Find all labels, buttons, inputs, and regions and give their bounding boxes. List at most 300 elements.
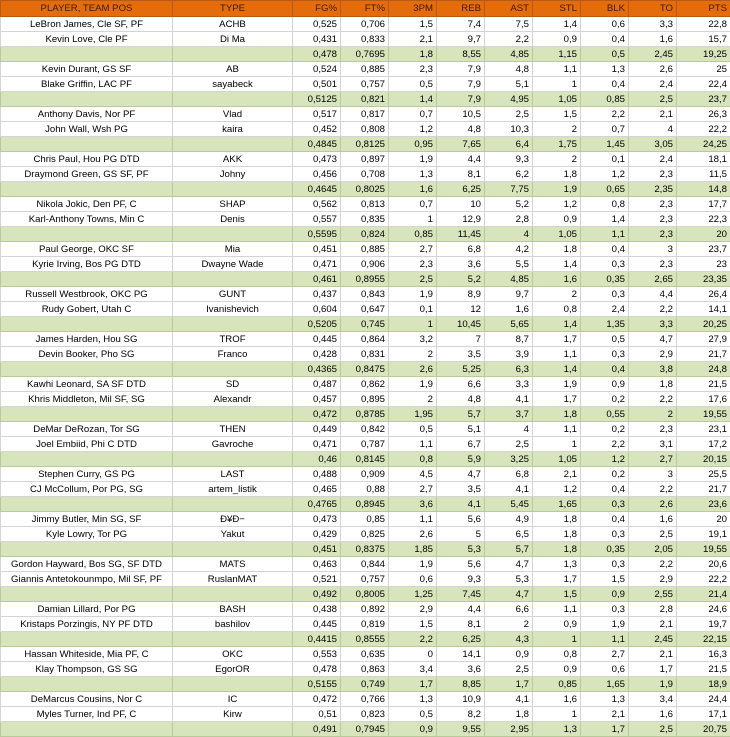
reb-cell[interactable]: 3,5	[437, 482, 485, 497]
average-ft-cell[interactable]: 0,8785	[341, 407, 389, 422]
3pm-cell[interactable]: 0,5	[389, 77, 437, 92]
type-cell[interactable]: Yakut	[173, 527, 293, 542]
fg-cell[interactable]: 0,562	[293, 197, 341, 212]
ft-cell[interactable]: 0,647	[341, 302, 389, 317]
average-blk-cell[interactable]: 0,4	[581, 362, 629, 377]
type-cell[interactable]: AB	[173, 62, 293, 77]
ast-cell[interactable]: 9,3	[485, 152, 533, 167]
reb-cell[interactable]: 4,8	[437, 392, 485, 407]
3pm-cell[interactable]: 2,7	[389, 482, 437, 497]
average-3pm-cell[interactable]: 1,7	[389, 677, 437, 692]
to-cell[interactable]: 3	[629, 242, 677, 257]
player-cell[interactable]: Kevin Durant, GS SF	[1, 62, 173, 77]
average-ft-cell[interactable]: 0,8005	[341, 587, 389, 602]
ast-cell[interactable]: 1,8	[485, 707, 533, 722]
average-ft-cell[interactable]: 0,745	[341, 317, 389, 332]
blk-cell[interactable]: 0,4	[581, 77, 629, 92]
reb-cell[interactable]: 4,8	[437, 122, 485, 137]
average-blk-cell[interactable]: 1,65	[581, 677, 629, 692]
to-cell[interactable]: 2,8	[629, 602, 677, 617]
reb-cell[interactable]: 4,4	[437, 152, 485, 167]
blk-cell[interactable]: 1,9	[581, 617, 629, 632]
player-cell[interactable]: Anthony Davis, Nor PF	[1, 107, 173, 122]
ast-cell[interactable]: 4,7	[485, 557, 533, 572]
to-cell[interactable]: 3,1	[629, 437, 677, 452]
average-stl-cell[interactable]: 1,8	[533, 542, 581, 557]
blk-cell[interactable]: 1,5	[581, 572, 629, 587]
ast-cell[interactable]: 5,2	[485, 197, 533, 212]
player-cell[interactable]: Chris Paul, Hou PG DTD	[1, 152, 173, 167]
stl-cell[interactable]: 1	[533, 707, 581, 722]
average-3pm-cell[interactable]: 1,8	[389, 47, 437, 62]
ft-cell[interactable]: 0,831	[341, 347, 389, 362]
average-reb-cell[interactable]: 8,55	[437, 47, 485, 62]
average-pts-cell[interactable]: 22,15	[677, 632, 730, 647]
type-cell[interactable]: Gavroche	[173, 437, 293, 452]
ast-cell[interactable]: 5,1	[485, 77, 533, 92]
type-cell[interactable]: ACHB	[173, 17, 293, 32]
3pm-cell[interactable]: 2,3	[389, 257, 437, 272]
player-cell[interactable]: Jimmy Butler, Min SG, SF	[1, 512, 173, 527]
3pm-cell[interactable]: 3,2	[389, 332, 437, 347]
average-3pm-cell[interactable]: 3,6	[389, 497, 437, 512]
ft-cell[interactable]: 0,885	[341, 242, 389, 257]
average-blk-cell[interactable]: 1,7	[581, 722, 629, 737]
fg-cell[interactable]: 0,449	[293, 422, 341, 437]
average-reb-cell[interactable]: 5,25	[437, 362, 485, 377]
pts-cell[interactable]: 11,5	[677, 167, 730, 182]
stl-cell[interactable]: 2,1	[533, 467, 581, 482]
average-fg-cell[interactable]: 0,491	[293, 722, 341, 737]
stl-cell[interactable]: 1,8	[533, 512, 581, 527]
fg-cell[interactable]: 0,553	[293, 647, 341, 662]
average-pts-cell[interactable]: 21,4	[677, 587, 730, 602]
stl-cell[interactable]: 1,1	[533, 422, 581, 437]
stl-cell[interactable]: 1,5	[533, 107, 581, 122]
average-blk-cell[interactable]: 0,65	[581, 182, 629, 197]
type-cell[interactable]: Vlad	[173, 107, 293, 122]
fg-cell[interactable]: 0,521	[293, 572, 341, 587]
blk-cell[interactable]: 0,3	[581, 557, 629, 572]
fg-cell[interactable]: 0,501	[293, 77, 341, 92]
3pm-cell[interactable]: 1	[389, 212, 437, 227]
pts-cell[interactable]: 26,3	[677, 107, 730, 122]
type-cell[interactable]: IC	[173, 692, 293, 707]
fg-cell[interactable]: 0,557	[293, 212, 341, 227]
average-ast-cell[interactable]: 6,3	[485, 362, 533, 377]
average-ast-cell[interactable]: 5,7	[485, 542, 533, 557]
fg-cell[interactable]: 0,431	[293, 32, 341, 47]
ft-cell[interactable]: 0,635	[341, 647, 389, 662]
blk-cell[interactable]: 0,1	[581, 152, 629, 167]
average-fg-cell[interactable]: 0,5205	[293, 317, 341, 332]
to-cell[interactable]: 2,4	[629, 77, 677, 92]
average-pts-cell[interactable]: 20,15	[677, 452, 730, 467]
stl-cell[interactable]: 0,9	[533, 617, 581, 632]
type-cell[interactable]: bashilov	[173, 617, 293, 632]
pts-cell[interactable]: 20	[677, 512, 730, 527]
average-reb-cell[interactable]: 5,7	[437, 407, 485, 422]
pts-cell[interactable]: 24,6	[677, 602, 730, 617]
ast-cell[interactable]: 6,8	[485, 467, 533, 482]
reb-cell[interactable]: 6,6	[437, 377, 485, 392]
average-ast-cell[interactable]: 4	[485, 227, 533, 242]
ast-cell[interactable]: 3,3	[485, 377, 533, 392]
pts-cell[interactable]: 18,1	[677, 152, 730, 167]
pts-cell[interactable]: 23,1	[677, 422, 730, 437]
average-blk-cell[interactable]: 1,2	[581, 452, 629, 467]
pts-cell[interactable]: 21,7	[677, 482, 730, 497]
type-cell[interactable]: Di Ma	[173, 32, 293, 47]
average-to-cell[interactable]: 2,55	[629, 587, 677, 602]
blk-cell[interactable]: 2,1	[581, 707, 629, 722]
player-cell[interactable]: Kevin Love, Cle PF	[1, 32, 173, 47]
ast-cell[interactable]: 4,8	[485, 62, 533, 77]
stl-cell[interactable]: 1,4	[533, 17, 581, 32]
average-stl-cell[interactable]: 1,4	[533, 362, 581, 377]
stl-cell[interactable]: 2	[533, 152, 581, 167]
player-cell[interactable]: Khris Middleton, Mil SF, SG	[1, 392, 173, 407]
reb-cell[interactable]: 7,4	[437, 17, 485, 32]
ast-cell[interactable]: 7,5	[485, 17, 533, 32]
player-cell[interactable]: Rudy Gobert, Utah C	[1, 302, 173, 317]
average-ft-cell[interactable]: 0,8555	[341, 632, 389, 647]
average-blk-cell[interactable]: 1,1	[581, 227, 629, 242]
reb-cell[interactable]: 6,8	[437, 242, 485, 257]
average-to-cell[interactable]: 2,45	[629, 632, 677, 647]
blk-cell[interactable]: 0,9	[581, 377, 629, 392]
to-cell[interactable]: 2,3	[629, 257, 677, 272]
average-3pm-cell[interactable]: 1,85	[389, 542, 437, 557]
average-fg-cell[interactable]: 0,4365	[293, 362, 341, 377]
pts-cell[interactable]: 23	[677, 257, 730, 272]
player-cell[interactable]: Gordon Hayward, Bos SG, SF DTD	[1, 557, 173, 572]
ast-cell[interactable]: 4	[485, 422, 533, 437]
average-pts-cell[interactable]: 23,7	[677, 92, 730, 107]
fg-cell[interactable]: 0,525	[293, 17, 341, 32]
stl-cell[interactable]: 0,9	[533, 662, 581, 677]
average-reb-cell[interactable]: 5,2	[437, 272, 485, 287]
ft-cell[interactable]: 0,885	[341, 62, 389, 77]
ft-cell[interactable]: 0,88	[341, 482, 389, 497]
to-cell[interactable]: 1,7	[629, 662, 677, 677]
average-3pm-cell[interactable]: 1,25	[389, 587, 437, 602]
average-pts-cell[interactable]: 18,9	[677, 677, 730, 692]
pts-cell[interactable]: 23,7	[677, 242, 730, 257]
average-reb-cell[interactable]: 5,9	[437, 452, 485, 467]
blk-cell[interactable]: 1,2	[581, 167, 629, 182]
3pm-cell[interactable]: 1,9	[389, 377, 437, 392]
average-ft-cell[interactable]: 0,7695	[341, 47, 389, 62]
average-pts-cell[interactable]: 24,25	[677, 137, 730, 152]
average-reb-cell[interactable]: 8,85	[437, 677, 485, 692]
average-to-cell[interactable]: 2,5	[629, 722, 677, 737]
average-fg-cell[interactable]: 0,478	[293, 47, 341, 62]
average-fg-cell[interactable]: 0,46	[293, 452, 341, 467]
average-3pm-cell[interactable]: 0,8	[389, 452, 437, 467]
player-cell[interactable]: Paul George, OKC SF	[1, 242, 173, 257]
to-cell[interactable]: 2,1	[629, 647, 677, 662]
type-cell[interactable]: artem_listik	[173, 482, 293, 497]
average-fg-cell[interactable]: 0,492	[293, 587, 341, 602]
average-fg-cell[interactable]: 0,4845	[293, 137, 341, 152]
average-pts-cell[interactable]: 20,25	[677, 317, 730, 332]
header-ast[interactable]: AST	[485, 1, 533, 17]
reb-cell[interactable]: 5	[437, 527, 485, 542]
fg-cell[interactable]: 0,473	[293, 512, 341, 527]
pts-cell[interactable]: 16,3	[677, 647, 730, 662]
average-ft-cell[interactable]: 0,8475	[341, 362, 389, 377]
blk-cell[interactable]: 0,2	[581, 467, 629, 482]
blk-cell[interactable]: 0,3	[581, 347, 629, 362]
blk-cell[interactable]: 2,4	[581, 302, 629, 317]
pts-cell[interactable]: 19,1	[677, 527, 730, 542]
average-to-cell[interactable]: 2,7	[629, 452, 677, 467]
ft-cell[interactable]: 0,864	[341, 332, 389, 347]
to-cell[interactable]: 2,9	[629, 572, 677, 587]
to-cell[interactable]: 3,4	[629, 692, 677, 707]
3pm-cell[interactable]: 1,3	[389, 167, 437, 182]
to-cell[interactable]: 2,3	[629, 422, 677, 437]
ast-cell[interactable]: 8,7	[485, 332, 533, 347]
blk-cell[interactable]: 2,2	[581, 107, 629, 122]
type-cell[interactable]: LAST	[173, 467, 293, 482]
player-cell[interactable]: Damian Lillard, Por PG	[1, 602, 173, 617]
ast-cell[interactable]: 0,9	[485, 647, 533, 662]
pts-cell[interactable]: 20,6	[677, 557, 730, 572]
player-cell[interactable]: James Harden, Hou SG	[1, 332, 173, 347]
3pm-cell[interactable]: 0,5	[389, 707, 437, 722]
reb-cell[interactable]: 7	[437, 332, 485, 347]
3pm-cell[interactable]: 1,9	[389, 287, 437, 302]
player-cell[interactable]: CJ McCollum, Por PG, SG	[1, 482, 173, 497]
fg-cell[interactable]: 0,471	[293, 257, 341, 272]
blk-cell[interactable]: 0,2	[581, 392, 629, 407]
fg-cell[interactable]: 0,428	[293, 347, 341, 362]
average-ast-cell[interactable]: 5,45	[485, 497, 533, 512]
pts-cell[interactable]: 17,1	[677, 707, 730, 722]
average-ft-cell[interactable]: 0,8125	[341, 137, 389, 152]
average-stl-cell[interactable]: 1,75	[533, 137, 581, 152]
stl-cell[interactable]: 1,8	[533, 242, 581, 257]
stl-cell[interactable]: 1	[533, 437, 581, 452]
ast-cell[interactable]: 3,9	[485, 347, 533, 362]
stl-cell[interactable]: 1,1	[533, 62, 581, 77]
to-cell[interactable]: 2,6	[629, 62, 677, 77]
reb-cell[interactable]: 10,5	[437, 107, 485, 122]
fg-cell[interactable]: 0,517	[293, 107, 341, 122]
to-cell[interactable]: 4,7	[629, 332, 677, 347]
average-to-cell[interactable]: 2,5	[629, 92, 677, 107]
type-cell[interactable]: SHAP	[173, 197, 293, 212]
average-ft-cell[interactable]: 0,8945	[341, 497, 389, 512]
average-pts-cell[interactable]: 14,8	[677, 182, 730, 197]
average-ast-cell[interactable]: 1,7	[485, 677, 533, 692]
stl-cell[interactable]: 0,8	[533, 647, 581, 662]
ft-cell[interactable]: 0,85	[341, 512, 389, 527]
ast-cell[interactable]: 6,2	[485, 167, 533, 182]
fg-cell[interactable]: 0,437	[293, 287, 341, 302]
blk-cell[interactable]: 1,3	[581, 62, 629, 77]
reb-cell[interactable]: 10	[437, 197, 485, 212]
header-3pm[interactable]: 3PM	[389, 1, 437, 17]
type-cell[interactable]: Denis	[173, 212, 293, 227]
stl-cell[interactable]: 1,9	[533, 377, 581, 392]
blk-cell[interactable]: 0,4	[581, 32, 629, 47]
average-reb-cell[interactable]: 11,45	[437, 227, 485, 242]
pts-cell[interactable]: 14,1	[677, 302, 730, 317]
average-pts-cell[interactable]: 19,25	[677, 47, 730, 62]
average-ft-cell[interactable]: 0,8025	[341, 182, 389, 197]
3pm-cell[interactable]: 0,7	[389, 197, 437, 212]
3pm-cell[interactable]: 1,5	[389, 617, 437, 632]
ast-cell[interactable]: 2,5	[485, 662, 533, 677]
3pm-cell[interactable]: 0,6	[389, 572, 437, 587]
pts-cell[interactable]: 17,6	[677, 392, 730, 407]
average-to-cell[interactable]: 3,3	[629, 317, 677, 332]
average-reb-cell[interactable]: 4,1	[437, 497, 485, 512]
average-pts-cell[interactable]: 23,35	[677, 272, 730, 287]
stl-cell[interactable]: 1,3	[533, 557, 581, 572]
reb-cell[interactable]: 4,4	[437, 602, 485, 617]
player-cell[interactable]: Kyle Lowry, Tor PG	[1, 527, 173, 542]
fg-cell[interactable]: 0,51	[293, 707, 341, 722]
ft-cell[interactable]: 0,766	[341, 692, 389, 707]
3pm-cell[interactable]: 2,7	[389, 242, 437, 257]
3pm-cell[interactable]: 1,1	[389, 437, 437, 452]
3pm-cell[interactable]: 2	[389, 347, 437, 362]
average-to-cell[interactable]: 2,3	[629, 227, 677, 242]
pts-cell[interactable]: 22,3	[677, 212, 730, 227]
ast-cell[interactable]: 2,5	[485, 437, 533, 452]
average-stl-cell[interactable]: 1,8	[533, 407, 581, 422]
ft-cell[interactable]: 0,817	[341, 107, 389, 122]
ast-cell[interactable]: 6,6	[485, 602, 533, 617]
fg-cell[interactable]: 0,524	[293, 62, 341, 77]
type-cell[interactable]: Mia	[173, 242, 293, 257]
player-cell[interactable]: Kristaps Porzingis, NY PF DTD	[1, 617, 173, 632]
blk-cell[interactable]: 0,5	[581, 332, 629, 347]
fg-cell[interactable]: 0,457	[293, 392, 341, 407]
header-player[interactable]: PLAYER, TEAM POS	[1, 1, 173, 17]
pts-cell[interactable]: 21,5	[677, 377, 730, 392]
average-fg-cell[interactable]: 0,5155	[293, 677, 341, 692]
blk-cell[interactable]: 0,3	[581, 527, 629, 542]
average-3pm-cell[interactable]: 0,85	[389, 227, 437, 242]
average-ast-cell[interactable]: 2,95	[485, 722, 533, 737]
fg-cell[interactable]: 0,451	[293, 242, 341, 257]
player-cell[interactable]: DeMarcus Cousins, Nor C	[1, 692, 173, 707]
blk-cell[interactable]: 0,4	[581, 482, 629, 497]
blk-cell[interactable]: 0,4	[581, 512, 629, 527]
reb-cell[interactable]: 5,6	[437, 557, 485, 572]
to-cell[interactable]: 2,1	[629, 617, 677, 632]
ft-cell[interactable]: 0,895	[341, 392, 389, 407]
pts-cell[interactable]: 22,2	[677, 122, 730, 137]
stl-cell[interactable]: 1,4	[533, 257, 581, 272]
average-ast-cell[interactable]: 4,3	[485, 632, 533, 647]
blk-cell[interactable]: 0,3	[581, 602, 629, 617]
reb-cell[interactable]: 10,9	[437, 692, 485, 707]
reb-cell[interactable]: 9,7	[437, 32, 485, 47]
average-pts-cell[interactable]: 20,75	[677, 722, 730, 737]
to-cell[interactable]: 2,4	[629, 152, 677, 167]
average-blk-cell[interactable]: 1,1	[581, 632, 629, 647]
average-reb-cell[interactable]: 7,9	[437, 92, 485, 107]
average-pts-cell[interactable]: 20	[677, 227, 730, 242]
fg-cell[interactable]: 0,465	[293, 482, 341, 497]
average-to-cell[interactable]: 1,9	[629, 677, 677, 692]
3pm-cell[interactable]: 2,9	[389, 602, 437, 617]
player-cell[interactable]: Kawhi Leonard, SA SF DTD	[1, 377, 173, 392]
to-cell[interactable]: 2,3	[629, 167, 677, 182]
ast-cell[interactable]: 9,7	[485, 287, 533, 302]
ast-cell[interactable]: 4,1	[485, 392, 533, 407]
average-3pm-cell[interactable]: 1,4	[389, 92, 437, 107]
ft-cell[interactable]: 0,757	[341, 572, 389, 587]
average-pts-cell[interactable]: 19,55	[677, 407, 730, 422]
pts-cell[interactable]: 17,7	[677, 197, 730, 212]
average-stl-cell[interactable]: 1,5	[533, 587, 581, 602]
average-stl-cell[interactable]: 1,4	[533, 317, 581, 332]
ft-cell[interactable]: 0,862	[341, 377, 389, 392]
average-fg-cell[interactable]: 0,472	[293, 407, 341, 422]
average-stl-cell[interactable]: 1,05	[533, 227, 581, 242]
fg-cell[interactable]: 0,488	[293, 467, 341, 482]
player-cell[interactable]: Karl-Anthony Towns, Min C	[1, 212, 173, 227]
stl-cell[interactable]: 2	[533, 122, 581, 137]
stl-cell[interactable]: 0,9	[533, 212, 581, 227]
blk-cell[interactable]: 0,3	[581, 257, 629, 272]
average-3pm-cell[interactable]: 1	[389, 317, 437, 332]
pts-cell[interactable]: 26,4	[677, 287, 730, 302]
fg-cell[interactable]: 0,604	[293, 302, 341, 317]
average-3pm-cell[interactable]: 1,95	[389, 407, 437, 422]
pts-cell[interactable]: 22,2	[677, 572, 730, 587]
average-reb-cell[interactable]: 6,25	[437, 182, 485, 197]
average-to-cell[interactable]: 2,65	[629, 272, 677, 287]
ast-cell[interactable]: 5,3	[485, 572, 533, 587]
stl-cell[interactable]: 1,7	[533, 572, 581, 587]
average-stl-cell[interactable]: 1,3	[533, 722, 581, 737]
average-ast-cell[interactable]: 4,85	[485, 47, 533, 62]
player-cell[interactable]: LeBron James, Cle SF, PF	[1, 17, 173, 32]
average-ft-cell[interactable]: 0,821	[341, 92, 389, 107]
pts-cell[interactable]: 25,5	[677, 467, 730, 482]
average-blk-cell[interactable]: 1,45	[581, 137, 629, 152]
type-cell[interactable]: GUNT	[173, 287, 293, 302]
ft-cell[interactable]: 0,863	[341, 662, 389, 677]
average-reb-cell[interactable]: 9,55	[437, 722, 485, 737]
average-blk-cell[interactable]: 0,9	[581, 587, 629, 602]
fg-cell[interactable]: 0,478	[293, 662, 341, 677]
reb-cell[interactable]: 3,6	[437, 257, 485, 272]
reb-cell[interactable]: 4,7	[437, 467, 485, 482]
average-ast-cell[interactable]: 5,65	[485, 317, 533, 332]
ft-cell[interactable]: 0,835	[341, 212, 389, 227]
to-cell[interactable]: 1,6	[629, 512, 677, 527]
reb-cell[interactable]: 5,6	[437, 512, 485, 527]
player-cell[interactable]: Draymond Green, GS SF, PF	[1, 167, 173, 182]
header-fg[interactable]: FG%	[293, 1, 341, 17]
to-cell[interactable]: 3	[629, 467, 677, 482]
average-to-cell[interactable]: 2,05	[629, 542, 677, 557]
reb-cell[interactable]: 9,3	[437, 572, 485, 587]
reb-cell[interactable]: 14,1	[437, 647, 485, 662]
average-ft-cell[interactable]: 0,8375	[341, 542, 389, 557]
player-cell[interactable]: Kyrie Irving, Bos PG DTD	[1, 257, 173, 272]
header-blk[interactable]: BLK	[581, 1, 629, 17]
